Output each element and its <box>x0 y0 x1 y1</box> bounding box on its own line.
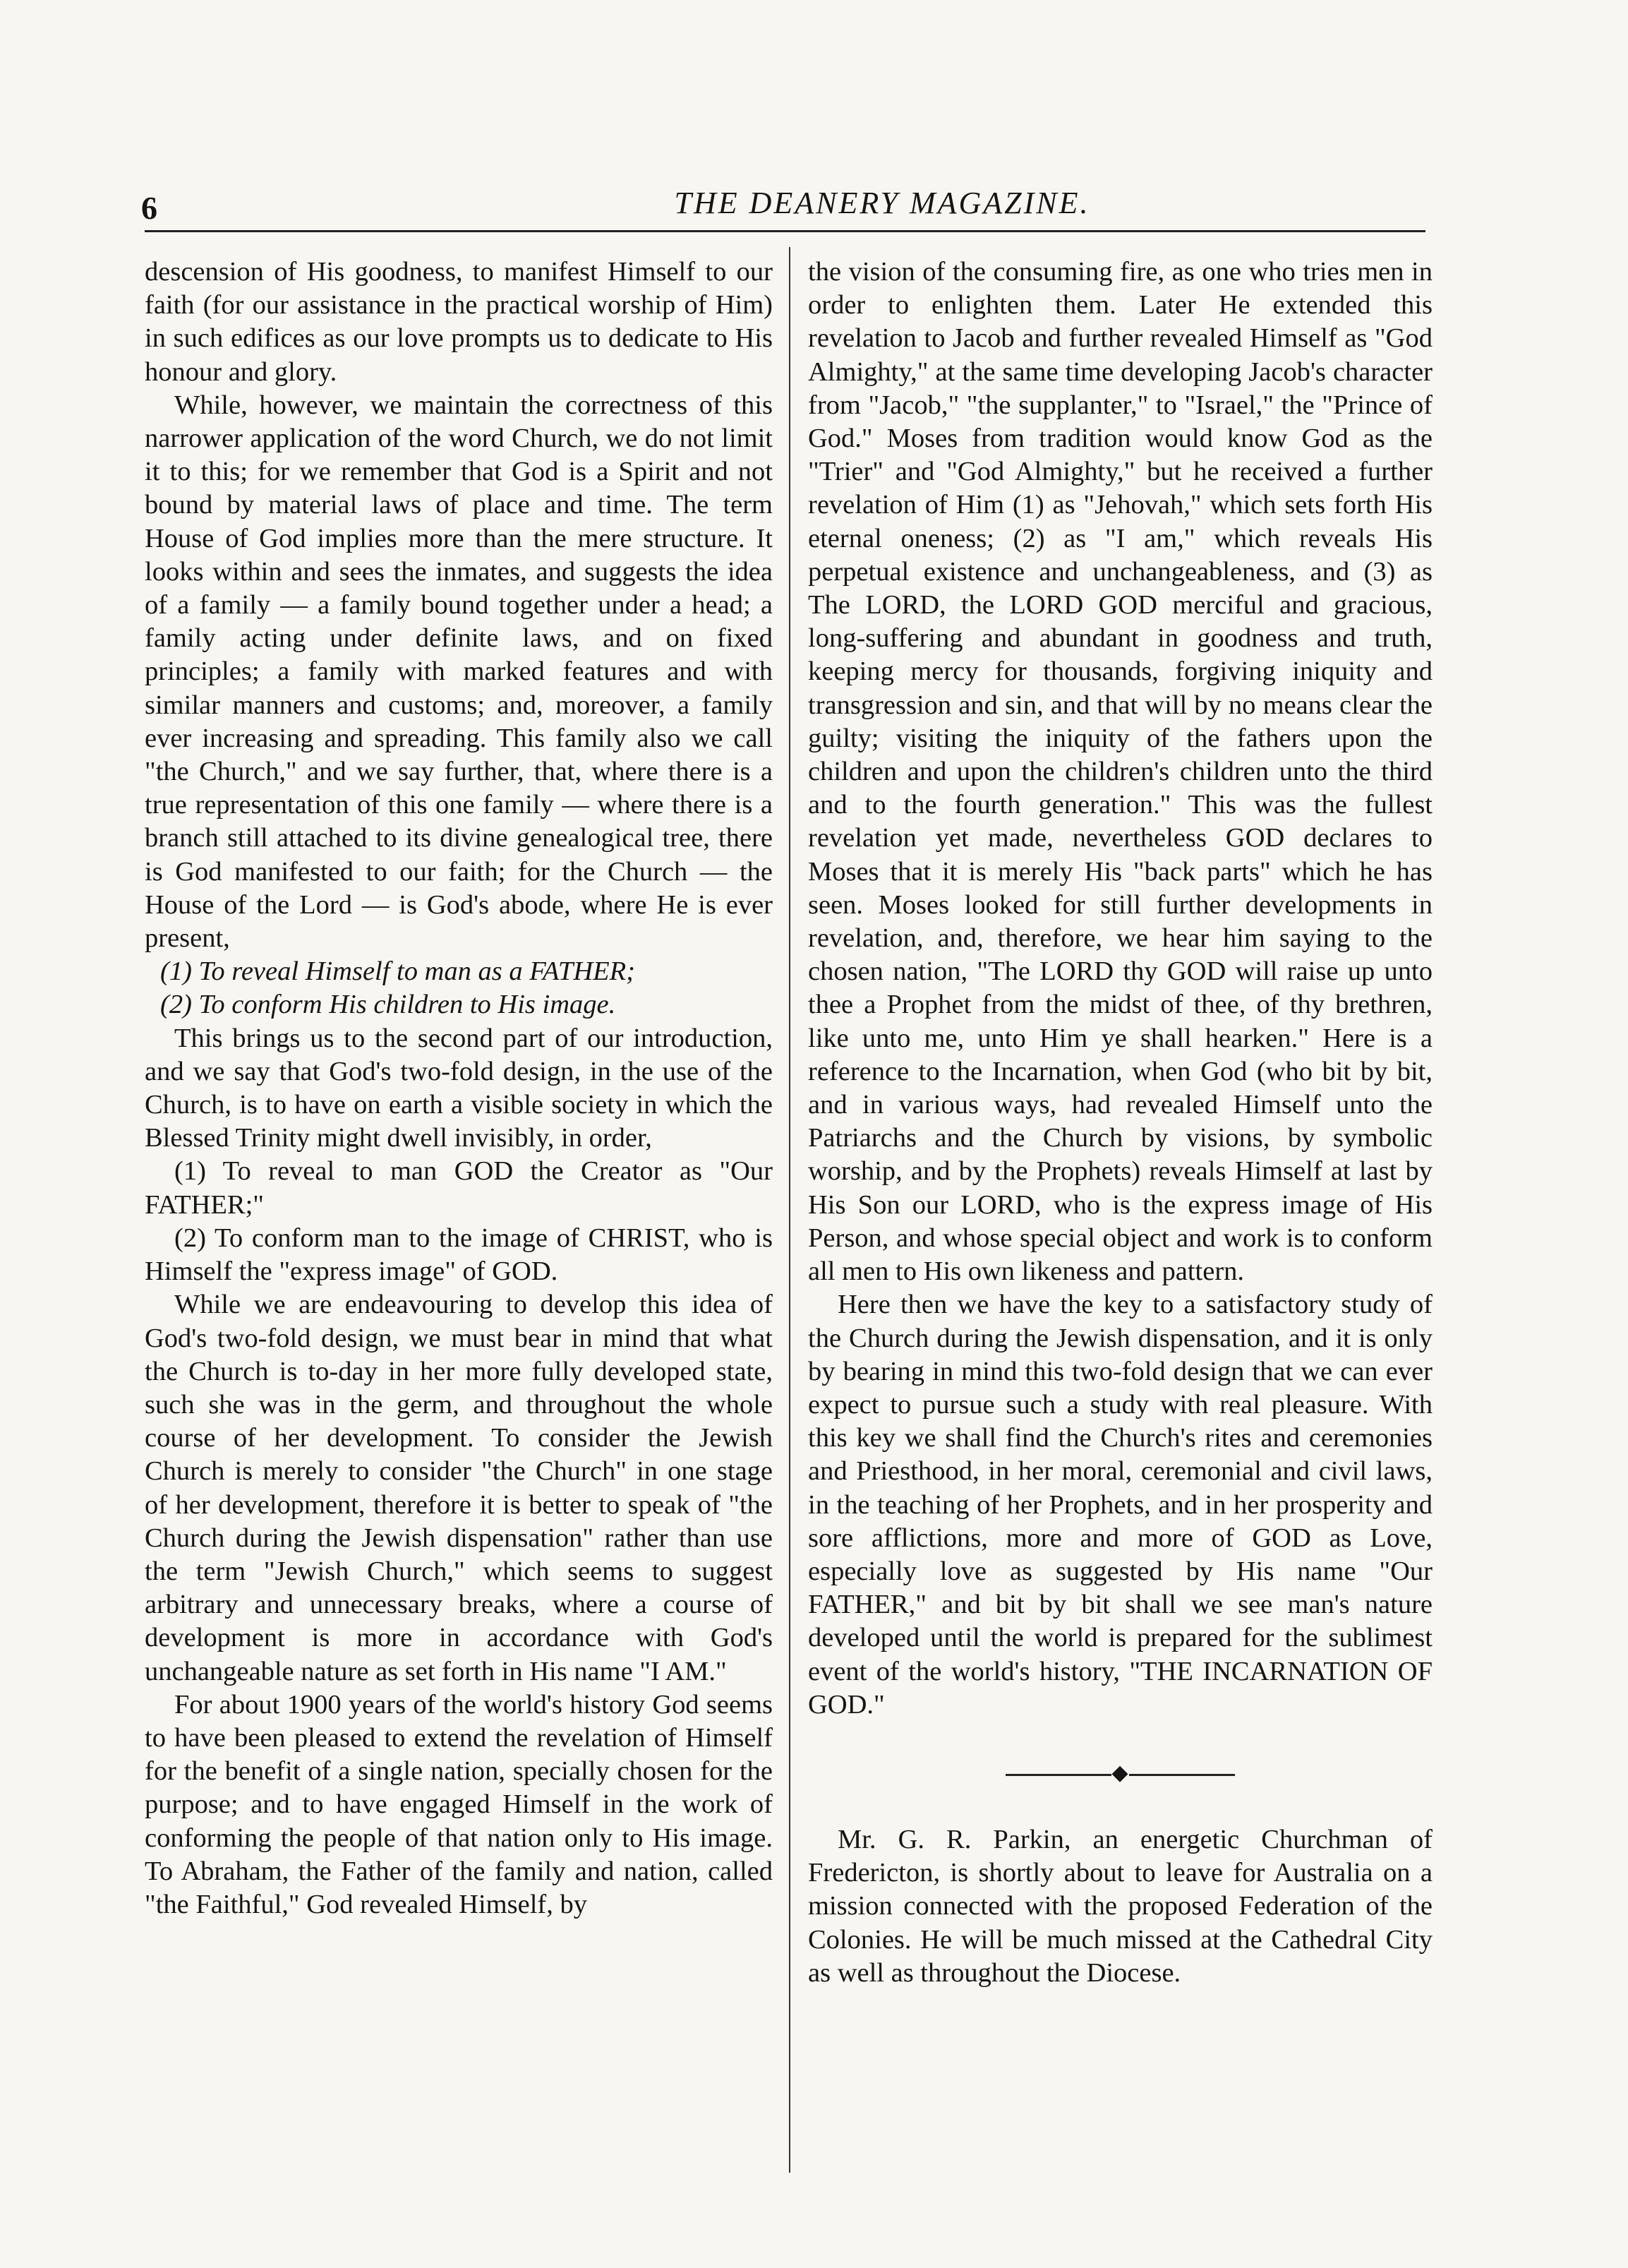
list-item: (1) To reveal Himself to man as a FATHER; <box>160 956 635 987</box>
section-ornament: ◆ <box>808 1763 1433 1784</box>
paragraph: Here then we have the key to a satisfactory study of the Church during the Jewish dispensation, and it is only by bearing in mind this two-fold design that we can ever expect to pursue such a study with real pleasure. With this key we shall find the Church's rites and ceremonies and Priesthood, in her moral, ceremonial and civil laws, in the teaching of her Prophets, and in her prosperity and sore afflictions, more and more of GOD as Love, especially love as suggested by His name "Our FATHER," and bit by bit shall we see man's nature developed until the world is prepared for the sublimest event of the world's history, "THE INCARNATION OF GOD." <box>808 1290 1433 1720</box>
left-column <box>145 256 773 1921</box>
paragraph: For about 1900 years of the world's history God seems to have been pleased to extend the revelation of Himself for the benefit of a single nation, specially chosen for the purpose; and to have engaged Himself in the work of conforming the people of that nation only to His image. To Abraham, the Father of the family and nation, called "the Faithful," God revealed Himself, by <box>145 1689 773 1919</box>
right-column <box>808 256 1433 1990</box>
paragraph: While, however, we maintain the correctness of this narrower application of the word Church, we do not limit it to this; for we remember that God is a Spirit and not bound by material laws of place and time. The term House of God implies more than the mere structure. It looks within and sees the inmates, and suggests the idea of a family — a family bound together under a head; a family acting under definite laws, and on fixed principles; a family with marked features and with similar manners and customs; and, moreover, a family ever increasing and spreading. This family also we call "the Church," and we say further, that, where there is a true representation of this one family — where there is a branch still attached to its divine genealogical tree, there is God manifested to our faith; for the Church — the House of the Lord — is God's abode, where He is ever present, <box>145 390 773 954</box>
paragraph: While we are endeavouring to develop this idea of God's two-fold design, we must bear in mind that what the Church is to-day in her more fully developed state, such she was in the germ, and throughout the whole course of her development. To consider the Jewish Church is merely to consider "the Church" in one stage of her development, therefore it is better to speak of "the Church during the Jewish dispensation" rather than use the term "Jewish Church," which seems to suggest arbitrary and unnecessary breaks, where a course of development is more in accordance with God's unchangeable nature as set forth in His name "I AM." <box>145 1290 773 1686</box>
header-rule <box>145 230 1425 232</box>
column-rule <box>789 247 790 2173</box>
running-title: THE DEANERY MAGAZINE. <box>674 186 1090 220</box>
notice-paragraph: Mr. G. R. Parkin, an energetic Churchman of Fredericton, is shortly about to leave for Australia on a mission connected with the proposed Federation of the Colonies. He will be much missed at the Cathedral City as well as throughout the Diocese. <box>808 1824 1433 1988</box>
page-number: 6 <box>141 190 157 226</box>
paragraph: the vision of the consuming fire, as one who tries men in order to enlighten them. Later He extended this revelation to Jacob and further revealed Himself as "God Almighty," at the same time developing Jacob's character from "Jacob," "the supplanter," to "Israel," the "Prince of God." Moses from tradition would know God as the "Trier" and "God Almighty," but he received a further revelation of Him (1) as "Jehovah," which sets forth His eternal oneness; (2) as "I am," which reveals His perpetual existence and unchangeableness, and (3) as The LORD, the LORD GOD merciful and gracious, long-suffering and abundant in goodness and truth, keeping mercy for thousands, forgiving iniquity and transgression and sin, and that will by no means clear the guilty; visiting the iniquity of the fathers upon the children and upon the children's children unto the third and to the fourth generation." This was the fullest revelation yet made, nevertheless GOD declares to Moses that it is merely His "back parts" which he has seen. Moses looked for still further developments in revelation, and, therefore, we hear him saying to the chosen nation, "The LORD thy GOD will raise up unto thee a Prophet from the midst of thee, of thy brethren, like unto me, unto Him ye shall hearken." Here is a reference to the Incarnation, when God (who bit by bit, and in various ways, had revealed Himself unto the Patriarchs and the Church by visions, by symbolic worship, and by the Prophets) reveals Himself at last by His Son our LORD, who is the express image of His Person, and whose special object and work is to conform all men to His own likeness and pattern. <box>808 257 1433 1287</box>
list-item: (2) To conform man to the image of CHRIST, who is Himself the "express image" of GOD. <box>145 1223 773 1287</box>
list-item: (2) To conform His children to His image. <box>160 990 616 1020</box>
list-item: (1) To reveal to man GOD the Creator as "Our FATHER;" <box>145 1156 773 1220</box>
paragraph: descension of His goodness, to manifest Himself to our faith (for our assistance in the practical worship of Him) in such edifices as our love prompts us to dedicate to His honour and glory. <box>145 257 773 387</box>
paragraph: This brings us to the second part of our introduction, and we say that God's two-fold design, in the use of the Church, is to have on earth a visible society in which the Blessed Trinity might dwell invisibly, in order, <box>145 1023 773 1153</box>
